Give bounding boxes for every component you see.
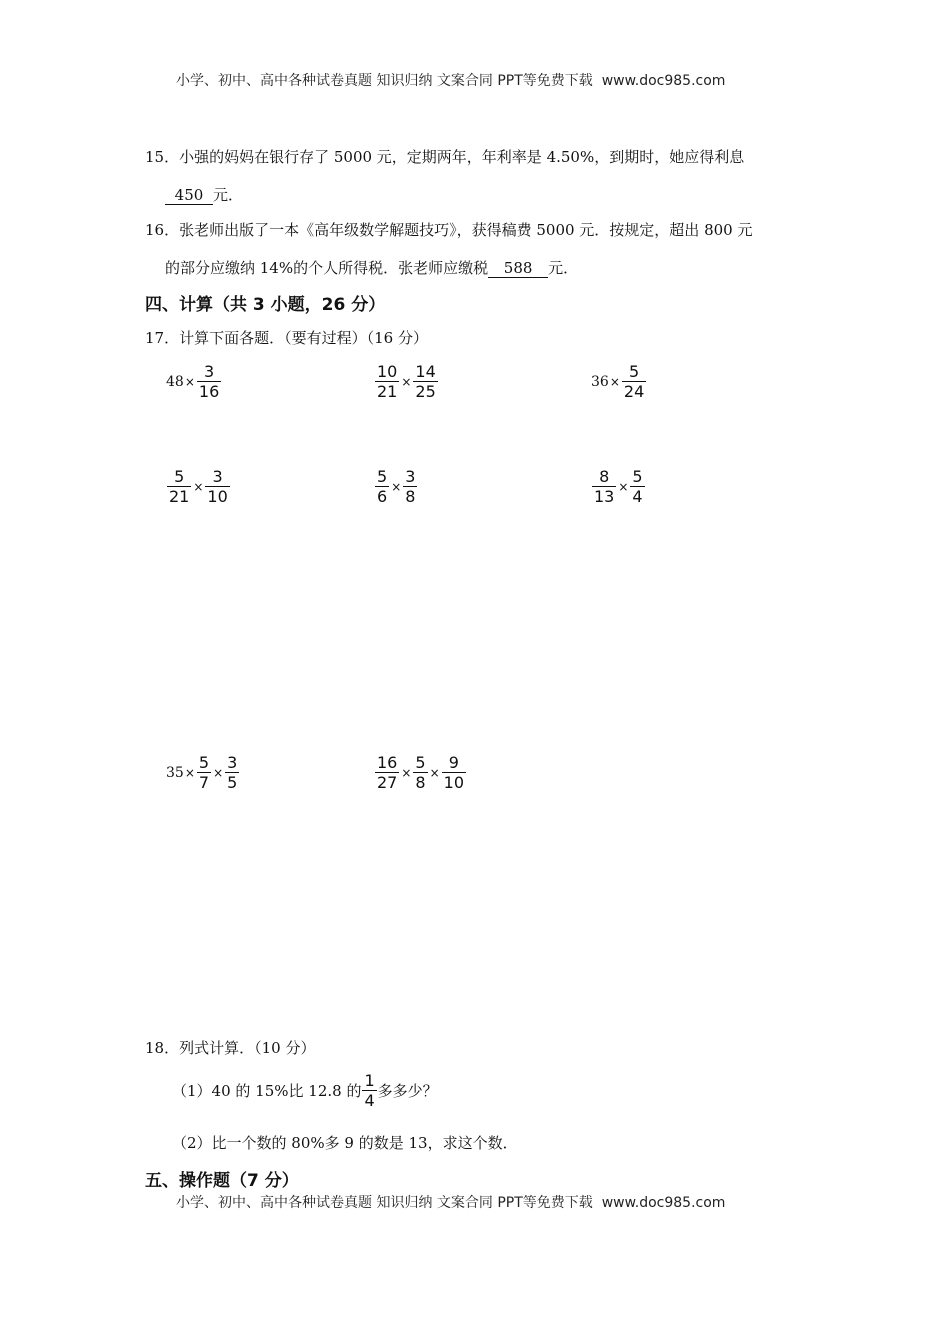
fraction	[375, 753, 399, 792]
expression-1-integer: 48	[166, 373, 184, 390]
fraction	[413, 362, 437, 401]
fraction	[197, 362, 221, 401]
question-16-suffix: 元．	[548, 259, 579, 277]
fraction	[592, 467, 616, 506]
numerator: 3	[405, 467, 416, 486]
numerator: 14	[415, 362, 436, 381]
denominator: 10	[207, 487, 228, 506]
page-footer	[176, 1192, 725, 1212]
numerator: 16	[377, 753, 398, 772]
fraction	[375, 362, 399, 401]
question-16-answer: 588	[488, 259, 548, 278]
denominator: 25	[415, 382, 436, 401]
denominator: 8	[415, 773, 426, 792]
fraction	[197, 753, 211, 792]
times-sign: ×	[184, 765, 195, 780]
expression-8	[374, 753, 467, 792]
expression-1	[166, 362, 222, 401]
expression-7	[166, 753, 240, 792]
question-15-line1: 15．小强的妈妈在银行存了 5000 元，定期两年，年利率是 4.50%，到期时，她应得利息	[145, 148, 745, 166]
expression-7-integer: 35	[166, 764, 184, 781]
numerator: 3	[227, 753, 238, 772]
denominator: 6	[377, 487, 388, 506]
times-sign: ×	[213, 765, 224, 780]
footer-text: 小学、初中、高中各种试卷真题 知识归纳 文案合同 PPT等免费下载	[176, 1195, 593, 1211]
question-16-prefix: 的部分应缴纳 14%的个人所得税．张老师应缴税	[165, 259, 489, 277]
header-text: 小学、初中、高中各种试卷真题 知识归纳 文案合同 PPT等免费下载	[176, 73, 593, 89]
fraction	[413, 753, 427, 792]
numerator: 1	[364, 1071, 375, 1090]
question-18-title: 18．列式计算．（10 分）	[145, 1039, 316, 1057]
question-18-part-1	[172, 1071, 438, 1110]
section-4-title: 四、计算（共 3 小题，26 分）	[145, 295, 386, 315]
fraction	[403, 467, 417, 506]
times-sign: ×	[429, 765, 440, 780]
expression-4	[166, 467, 231, 506]
fraction	[225, 753, 239, 792]
numerator: 5	[632, 467, 643, 486]
fraction	[442, 753, 466, 792]
times-sign: ×	[193, 479, 204, 494]
expression-3-integer: 36	[591, 373, 609, 390]
fraction	[375, 467, 389, 506]
times-sign: ×	[618, 479, 629, 494]
header-site-link[interactable]: www.doc985.com	[601, 73, 726, 89]
numerator: 5	[415, 753, 426, 772]
question-18-part-1-suffix: 多多少？	[377, 1082, 438, 1100]
times-sign: ×	[184, 374, 195, 389]
denominator: 24	[623, 382, 645, 401]
numerator: 10	[377, 362, 398, 381]
numerator: 5	[174, 467, 185, 486]
numerator: 5	[198, 753, 210, 772]
page-header	[176, 70, 725, 90]
question-18-part-2: （2）比一个数的 80%多 9 的数是 13，求这个数．	[172, 1134, 518, 1152]
expression-5	[374, 467, 418, 506]
numerator: 8	[599, 467, 610, 486]
question-17-title: 17．计算下面各题．（要有过程）（16 分）	[145, 329, 428, 347]
denominator: 16	[198, 382, 220, 401]
times-sign: ×	[401, 765, 412, 780]
times-sign: ×	[609, 374, 620, 389]
denominator: 4	[364, 1091, 375, 1110]
question-16-line1: 16．张老师出版了一本《高年级数学解题技巧》，获得稿费 5000 元．按规定，超出 800 元	[145, 221, 753, 239]
numerator: 5	[628, 362, 640, 381]
times-sign: ×	[391, 479, 402, 494]
section-5-title: 五、操作题（7 分）	[145, 1171, 299, 1191]
denominator: 5	[227, 773, 238, 792]
fraction	[630, 467, 644, 506]
expression-6	[591, 467, 646, 506]
fraction	[205, 467, 229, 506]
denominator: 21	[377, 382, 398, 401]
expression-2	[374, 362, 439, 401]
denominator: 8	[405, 487, 416, 506]
question-16-line2	[165, 257, 578, 278]
numerator: 9	[448, 753, 459, 772]
denominator: 13	[594, 487, 615, 506]
times-sign: ×	[401, 374, 412, 389]
expression-3	[591, 362, 647, 401]
footer-site-link[interactable]: www.doc985.com	[601, 1195, 726, 1211]
denominator: 10	[443, 773, 465, 792]
numerator: 3	[203, 362, 215, 381]
question-15-answer: 450	[165, 186, 213, 205]
denominator: 21	[169, 487, 190, 506]
question-15-suffix: 元．	[213, 186, 244, 204]
denominator: 4	[632, 487, 643, 506]
question-15-line2	[165, 184, 243, 205]
fraction	[362, 1071, 376, 1110]
question-18-part-1-prefix: （1）40 的 15%比 12.8 的	[172, 1082, 362, 1100]
fraction	[167, 467, 191, 506]
numerator: 5	[377, 467, 388, 486]
denominator: 7	[198, 773, 210, 792]
numerator: 3	[212, 467, 223, 486]
denominator: 27	[377, 773, 398, 792]
fraction	[622, 362, 646, 401]
